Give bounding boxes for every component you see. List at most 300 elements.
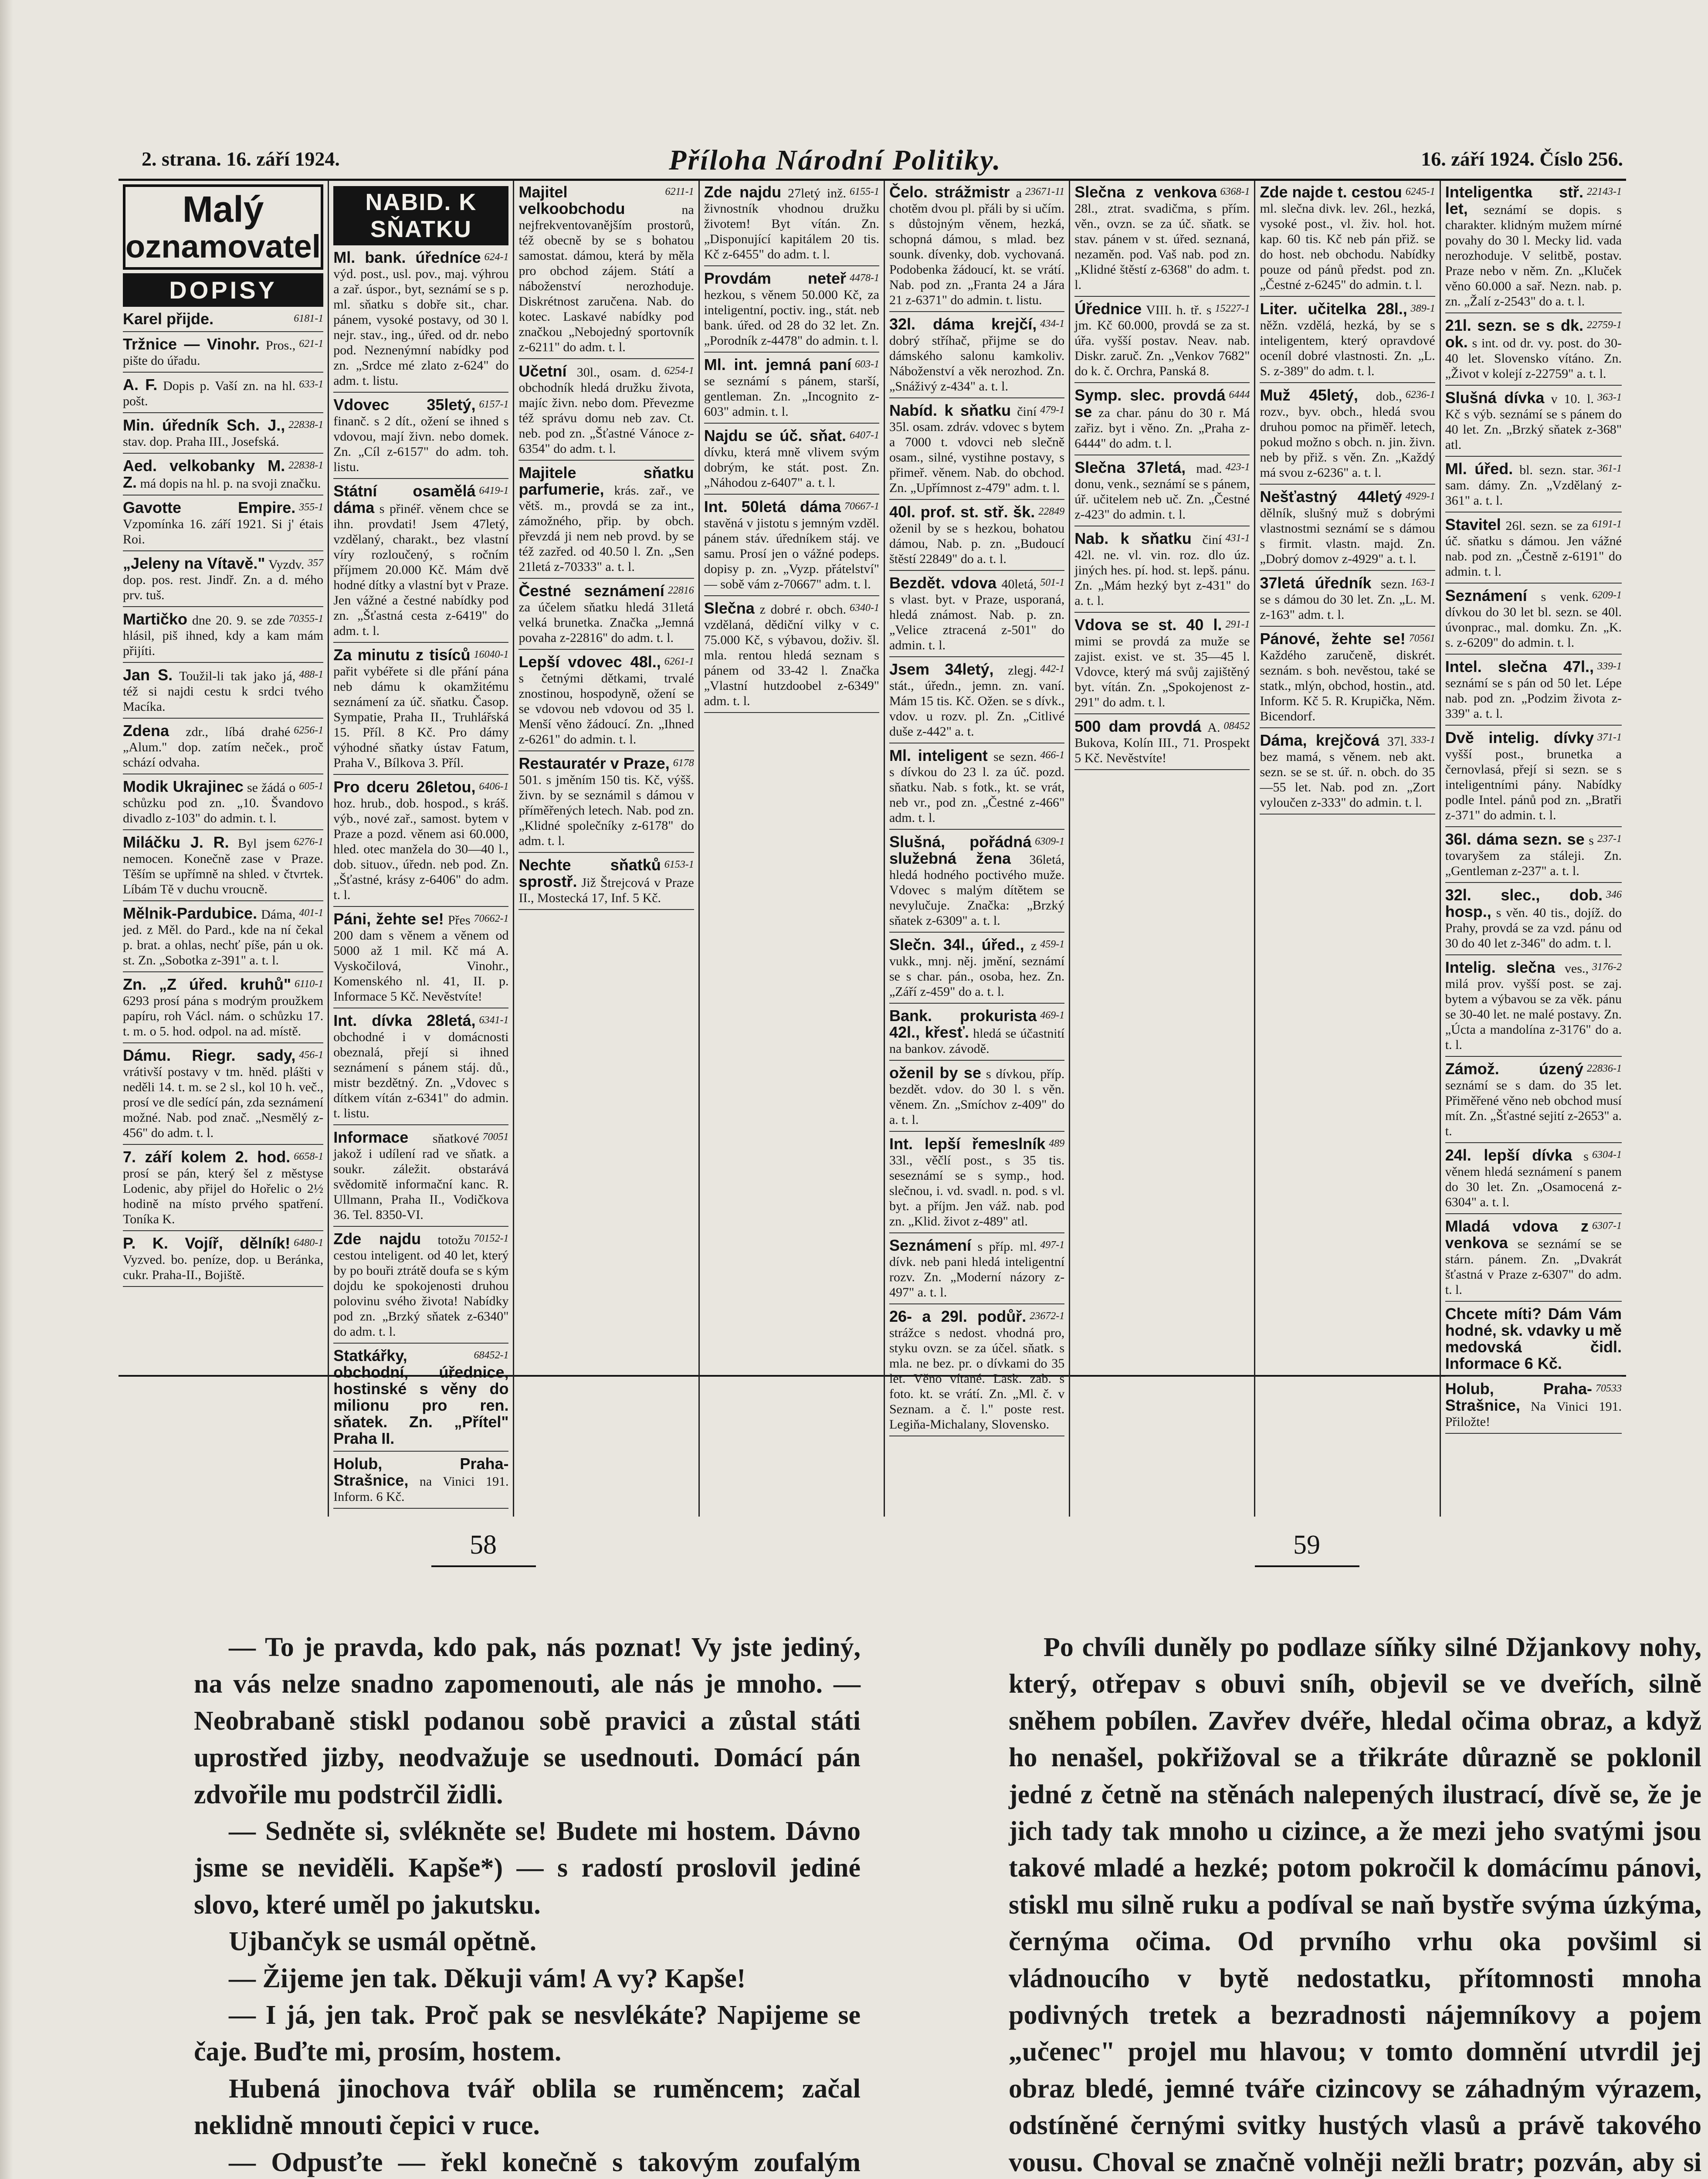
ad-text: s četnými dětkami, trvalé znostinou, hospodyně, ožení se se vdovou neb vdovou od 35 l. Menší věno žádoucí. Zn. „Ihned z-6261" do admin. t. l. [518,671,694,747]
classified-ad [889,662,1064,743]
ad-code: 6419-1 [479,485,509,496]
classified-ad [889,1008,1064,1061]
ad-code: 08452 [1223,720,1250,732]
ad-code: 6309-1 [1035,836,1065,847]
ad-text: Na Vinici 191. Přiložte! [1445,1399,1622,1429]
ad-text: hoz. hrub., dob. hospod., s kráš. výb., nové zař., samost. bytem v Praze a pozd. věnem asi 60.000, hled. otec manžela do 30—40 l., dob. situov., úředn. neb pod. Zn. „Šťastné, krásy z-6406" do adm. t. l. [333,796,509,902]
ad-code: 6307-1 [1592,1220,1622,1232]
ad-heading: P. K. Vojíř, dělník! [123,1234,291,1252]
ad-code: 15227-1 [1215,303,1250,314]
classified-ad [123,311,323,332]
ad-code: 70561 [1409,633,1435,644]
classified-ad [1445,1381,1622,1434]
masthead [123,184,323,270]
classified-ad [123,667,323,719]
ad-heading: Dámu. Riegr. sady, [123,1046,296,1064]
ad-heading: Intel. slečna 47l., [1445,658,1594,675]
ad-code: 6209-1 [1592,590,1622,601]
ad-heading: Int. dívka 28letá, [333,1011,476,1029]
classified-ad [889,1309,1064,1436]
ad-text: ves., milá prov. vyšší post. se zaj. bytem a výbavou se za věk. pánu se 30-40 let. ne malé postavy. Zn. „Úcta a mandolína z-3176" do a. t. l. [1445,961,1622,1052]
header-date-left: 2. strana. 16. září 1924. [142,148,340,170]
ad-heading: „Jeleny na Vítavě." [123,554,265,572]
ad-text: Vyzdv. dop. pos. rest. Jindř. Zn. a d. mého prv. tuš. [123,557,324,602]
ad-text: vrátivší postavy v tm. hněd. plášti v neděli 14. t. m. se 2 sl., kol 10 h. več., prosí ve dle sedící pán, zda seznámení možné. Nab. pod znač. „Nesmělý z-456" do adm. t. l. [123,1065,324,1140]
ad-text: ml. slečna divk. lev. 26l., hezká, vysoké post., vl. živ. hol. hot. kap. 60 tis. Kč neb pán přiž. se do host. neb obchodu. Nabídky pouze od pánů předst. pod zn. „Čestné z-6245" do admin. t. l. [1260,201,1435,292]
ad-text: se seznámí se se stárn. pánem. Zn. „Dvakrát šťastná v Praze z-6307" do adm. t. l. [1445,1237,1622,1297]
ad-code: 6236-1 [1405,389,1435,401]
classified-ad [1445,1061,1622,1143]
ad-code: 389-1 [1410,303,1435,314]
ad-heading: Restauratér v Praze, [518,754,670,772]
classified-columns [119,179,1626,1504]
ad-heading: 32l. slec., dob. hosp., [1445,886,1603,920]
classified-ad [1445,1218,1622,1302]
ad-code: 22838-1 [288,419,324,431]
classified-column [329,181,514,1517]
ad-code: 6261-1 [664,656,694,667]
classified-ad [333,483,508,643]
ad-heading: Intelig. slečna [1445,958,1556,976]
newspaper-header [142,144,1623,174]
ad-code: 70152-1 [474,1233,509,1244]
ad-text: mimi se provdá za muže se zajist. exist. ve st. 35—45 l. Vdovce, který má svůj zajištěný byt. vítán. Zn. „Spokojenost z-291" do adm. t. l. [1074,634,1250,709]
ad-code: 621-1 [299,338,324,350]
ad-text: 501. s jměním 150 tis. Kč, výšš. živn. by se seznámil s dámou v příměřených letech. Nab. pod zn. „Klidné společníky z-6178" do adm. t. l. [518,773,694,848]
classified-ad [1074,531,1250,613]
ad-code: 70533 [1595,1383,1622,1394]
ad-code: 624-1 [484,251,509,263]
ad-list [889,184,1064,1436]
ad-heading: Int. 50letá dáma [704,498,841,516]
classified-ad [889,575,1064,657]
ad-text: Pros., pište do úřadu. [123,338,296,368]
ad-code: 70355-1 [288,613,324,625]
paragraph: — Odpusťte — řekl konečně s takovým zoufalým [229,2147,861,2177]
ad-heading: Informace [333,1128,409,1146]
ad-code: 291-1 [1225,619,1250,630]
classified-ad [333,397,508,479]
ad-heading: Tržnice — Vinohr. [123,335,260,353]
classified-ad [1074,387,1250,455]
ad-heading: Čestné seznámení [518,582,664,600]
ad-heading: Mělnik-Pardubice. [123,904,258,922]
ad-code: 6480-1 [294,1237,324,1249]
classified-ad [889,1136,1064,1233]
ad-text: hledá se účastnití na bankov. závodě. [889,1026,1065,1056]
ad-heading: Slušná dívka [1445,389,1545,407]
ad-heading: Dáma, krejčová [1260,731,1380,749]
ad-text: seznámí se s pán od 50 let. Lépe nab. pod zn. „Podzim života z-339" a. t. l. [1445,676,1622,721]
ad-code: 459-1 [1040,939,1065,950]
ad-text: Dáma, jed. z Měl. do Pard., kde na ní čekal p. brat. a ohlas, nechť píše, pán u ok. st. Zn. „Sobotka z-391" a. t. l. [123,907,324,967]
ad-heading: 32l. dáma krejčí, [889,315,1037,333]
ad-heading: Zn. „Z úřed. kruhů" [123,975,291,993]
classified-ad [123,377,323,413]
ad-code: 6368-1 [1220,186,1250,197]
ad-code: 22849 [1038,506,1065,517]
ad-heading: Slečn. 34l., úřed., [889,936,1024,954]
ad-code: 371-1 [1597,732,1622,743]
ad-code: 357 [308,557,324,569]
ad-code: 23671-11 [1025,186,1065,197]
ad-code: 22836-1 [1586,1063,1622,1074]
ad-text: činí 35l. osam. zdráv. vdovec s bytem a 7000 t. vdovci neb slečně osam., silné, vystihne postavy, s přimeř. věnem. Nab. do obchod. Zn. „Upřímnost z-479" adm. t. l. [889,404,1065,495]
ad-heading: 500 dam provdá [1074,717,1202,735]
paragraph: Ujbančyk se usmál opětně. [229,1927,537,1957]
ad-heading: Majitel velkoobchodu [518,183,625,217]
classified-ad [704,184,879,266]
ad-code: 6407-1 [849,430,879,441]
paragraph: — Sedněte si, svlékněte se! Budete mi hostem. Dávno jsme se neviděli. Kapše*) — s radostí proslovil jediné slovo, které uměl po jakutsku. [194,1816,861,1920]
ad-heading: Zde najdu [333,1230,421,1248]
classified-ad [704,357,879,424]
classified-ad [1445,1306,1622,1377]
classified-ad [123,1149,323,1231]
ad-heading: Seznámení [1445,587,1527,604]
classified-ad [1260,489,1435,571]
ad-text: Dopis p. Vaší zn. na hl. pošt. [123,379,296,408]
ad-code: 466-1 [1040,750,1065,761]
ad-text: má dopis na hl. p. na svoji značku. [140,476,321,491]
ad-text: seznámí se dopis. s charakter. klidným mužem mírné povahy do 30 l. Mecky lid. vada nerozhoduje. V selitbě, postav. Praze nebo v něm. Zn. „Kluček věno 60.000 a sař. Nezn. nab. p. zn. „Žalí z-2543" do a. t. l. [1445,203,1622,309]
classified-ad [1445,832,1622,883]
ad-heading: Najdu se úč. sňat. [704,427,846,445]
ad-text: s přinéř. věnem chce se ihn. provdati! Jsem 47letý, vzdělaný, charakt., bez vlastní víry rozloučený, s ročním příjmem 20.000 Kč. Mám dvě hodné dítky a vlastní byt v Praze. Jen vážné a čestné nabídky pod zn. „Šťastná cesta z-6419" do adm. t. l. [333,502,509,638]
classified-ad [1445,588,1622,655]
ad-heading: 24l. lepší dívka [1445,1146,1572,1164]
ad-code: 22143-1 [1586,186,1622,197]
ad-heading: Nešťastný 44letý [1260,488,1402,506]
ad-heading: Slečna [704,599,755,617]
ad-heading: Ml. úřed. [1445,460,1513,478]
classified-ad [123,723,323,774]
ad-text: 30l., osam. d. obchodník hledá družku života, majíc živn. nebo dom. Převezme též správu domu neb zav. Ct. neb. pod zn. „Šťastné Vánoce z-6354" do adm. t. l. [518,365,694,456]
ad-text: výd. post., usl. pov., maj. výhrou a zař. úspor., byt, seznámí se s p. ml. sňatku s dobře sit., char. pánem, vysoké postavy, od 30 l. nejr. stav., ing., úřed. od dr. nebo pod. Neznenýmní nabídky pod zn. „Srdce mé zlato z-624" do adm. t. listu. [333,267,509,388]
ad-heading: Holub, Praha-Strašnice, [333,1455,509,1489]
classified-ad [518,583,694,650]
ad-text: činí 42l. ne. vl. vin. roz. dlo úz. jiných hes. pí. hod. st. lepš. pánu. Zn. „Mám hezký byt z-431" do a. t. l. [1074,533,1250,608]
ad-heading: Symp. slec. provdá se [1074,386,1226,421]
ad-heading: Úřednice [1074,300,1142,318]
ad-heading: Bezdět. vdova [889,574,996,592]
ad-heading: Ml. inteligent [889,747,988,764]
ad-heading: Bank. prokurista 42l., křesť. [889,1007,1037,1041]
ad-heading: Za minutu z tisíců [333,646,471,664]
ad-heading: Slečna 37letá, [1074,458,1186,476]
ad-heading: Zdena [123,722,169,740]
ad-code: 6211-1 [665,186,694,197]
ad-code: 6304-1 [1592,1149,1622,1161]
classified-ad [1445,461,1622,513]
classified-ad [123,556,323,607]
ad-code: 6178 [673,757,694,769]
ad-code: 23672-1 [1030,1310,1065,1322]
ad-list [1445,184,1622,1434]
classified-ad [123,417,323,454]
ad-heading: Slušná, pořádná služebná žena [889,833,1032,867]
ad-code: 6110-1 [295,978,324,990]
classified-ad [1445,1147,1622,1214]
ad-text: 26l. sezn. se za úč. sňatku s dámou. Jen vážné nab. pod zn. „Čestně z-6191" do admin. t. l. [1445,519,1622,579]
ad-text: krás. zař., ve větš. m., provdá se za int., zámožného, přip. by obch. převzdá ji nem neb provd. by se též zazřed. od 40.50 l. Zn. „Sen 21letá z-70333" a. t. l. [518,483,694,574]
ad-heading: Mladá vdova z venkova [1445,1217,1589,1252]
classified-ad [889,184,1064,312]
ad-code: 70051 [482,1131,509,1143]
ad-text: se sezn. s dívkou do 23 l. za úč. pozd. sňatku. Nab. s fotk., kt. se vrát, neb vr., pod zn. „Čestné z-466" adm. t. l. [889,750,1065,825]
classified-column [885,181,1070,1517]
ad-text: zdr., líbá drahé „Alum." dop. zatím neček., proč schází odvaha. [123,725,324,770]
ad-code: 442-1 [1040,663,1065,675]
page-number-right: 59 [1293,1530,1320,1560]
classified-ad [1445,960,1622,1057]
scan-edge-left [0,0,13,2179]
classified-ad [1074,301,1250,383]
ad-heading: Zámož. úzený [1445,1060,1583,1078]
classified-ad [333,1130,508,1227]
ad-text: zlegj. stát., úředn., jemn. zn. vaní. Mám 15 tis. Kč. Ožen. se s dívk., vdov. u rozv. pl. Zn. „Citlivé duše z-442" a. t. [889,663,1065,739]
ad-heading: Inteligentka stř. let, [1445,183,1583,217]
ad-code: 6254-1 [664,365,694,377]
classified-ad [123,977,323,1043]
ad-heading: Min. úředník Sch. J., [123,416,285,434]
ad-heading: Jsem 34letý, [889,660,994,678]
ad-code: 603-1 [854,359,879,370]
ad-text: s věn. 40 tis., dojíž. do Prahy, provdá se za vzd. pánu od 30 do 40 let z-346" do adm. t. l. [1445,906,1622,950]
classified-ad [1260,184,1435,297]
classified-ad [333,779,508,907]
ad-text: s věnem hledá seznámení s panem do 30 let. Zn. „Osamocená z-6304" a. t. l. [1445,1149,1622,1209]
ad-text: a chotěm dvou pl. přáli by si učím. s důstojným věnem, hezká, schopná dámou, s mlad. bez sounk. dívenky, dob. vychovaná. Podobenka žádoucí, kt. se vrátí. Nab. pod zn. „Franta 24 a Jára 21 z-6371" do admin. t. listu. [889,186,1065,307]
masthead-line2: oznamovatel [125,228,321,265]
ad-heading: Ml. int. jemná paní [704,356,851,373]
ad-text: sezn. se s dámou do 30 let. Zn. „L. M. z-163" adm. t. l. [1260,577,1435,622]
classified-ad [333,250,508,393]
ad-code: 434-1 [1040,318,1065,329]
ad-code: 6276-1 [294,836,324,848]
ad-heading: Nab. k sňatku [1074,529,1192,547]
classified-ad [889,403,1064,500]
ad-code: 22838-1 [288,460,324,471]
classified-ad [333,1231,508,1344]
ad-code: 469-1 [1040,1010,1065,1021]
ad-text: stav. dop. Praha III., Josefská. [123,434,279,449]
book-page-right [1009,1629,1701,2179]
classified-ad [1445,184,1622,313]
classified-ad [889,937,1064,1004]
classified-column [1070,181,1255,1517]
ad-heading: Miláčku J. R. [123,833,229,851]
classified-ad [1445,318,1622,386]
ad-list [1260,184,1435,815]
ad-code: 501-1 [1040,577,1065,588]
ad-code: 6191-1 [1592,519,1622,530]
ad-code: 6406-1 [479,781,509,792]
ad-text: z dobré r. obch. vzdělaná, dědiční vilky v c. 75.000 Kč, s výbavou, doživ. šl. mla. rentou hledá seznam s pánem od 33-42 l. Značka „Vlastní hutzdoobel z-6349" adm. t. l. [704,602,879,708]
ad-heading: A. F. [123,376,158,394]
ad-text: na nejfrekventovanějším prostorů, též obecně by se s bohatou samostat. dámou, která by měla pro obchod zájem. Státí a náboženství nerozhoduje. Diskrétnost zaručena. Nab. do kotec. Laskavé nabídky pod značkou „Nebojedný sportovník z-6211" do adm. t. l. [518,203,694,354]
book-page-left [194,1629,861,2179]
classified-ad [123,906,323,972]
ad-heading: Muž 45letý, [1260,386,1358,404]
ad-code: 333-1 [1410,734,1435,746]
classified-ad [704,271,879,353]
ad-heading: Učetní [518,362,567,380]
ad-text: z vukk., mnj. něj. jmění, seznámí se s char. pán., osoba, hez. Zn. „Září z-459" do a. t. l. [889,939,1065,999]
ad-heading: Holub, Praha-Strašnice, [1445,1380,1592,1414]
ad-text: v 10. l. Kč s výb. seznámí se s pánem do 40 let. Zn. „Brzký sňatek z-368" atl. [1445,392,1622,452]
ad-heading: Gavotte Empire. [123,499,296,516]
ad-text: 28l., ztrat. svadičma, s přím. věn., ovzn. se za úč. sňatk. se stav. pánem v st. úřed. seznaná, nezaměn. pod. Vaš nab. pod zn. „Klidné štěstí z-6368" do adm. t. l. [1074,201,1250,292]
ad-heading: Zde najde t. cestou [1260,183,1402,201]
classified-column [119,181,329,1517]
ad-heading: Martičko [123,610,188,628]
classified-column [1441,181,1626,1517]
ad-text: za účelem sňatku hledá 31letá velká brunetka. Značka „Jemná povaha z-22816" do adm. t. l. [518,600,694,645]
classified-ad [704,428,879,495]
ad-text: Byl jsem nemocen. Konečně zase v Praze. Těším se upřímně na shled. v čtvrtek. Líbám Tě v duchu vroucně. [123,836,324,896]
ad-code: 6245-1 [1405,186,1435,197]
classified-ad [518,756,694,853]
ad-code: 16040-1 [474,649,509,660]
ad-text: dívku, která mně vlivem svým dobrým, ke stát. post. Zn. „Náhodou z-6407" a. t. l. [704,445,879,490]
classified-ad [123,779,323,830]
ad-text: bl. sezn. star. sam. dámy. Zn. „Vzdělaný z-361" a. t. l. [1445,463,1622,508]
ad-heading: Zde najdu [704,183,782,201]
ad-text: A. Bukova, Kolín III., 71. Prospekt 5 Kč. Nevěstvíte! [1074,720,1250,765]
ad-text: 40letá, s vlast. byt. v Praze, usporaná, hledá známost. Nab. p. zn. „Velice ztracená z-501" do admin. t. l. [889,577,1065,652]
ad-heading: Ml. bank. úředníce [333,248,481,266]
classified-ad [1445,390,1622,457]
ad-heading: Karel přijde. [123,310,214,328]
ad-code: 355-1 [299,502,324,513]
ad-text: 6293 prosí pána s modrým proužkem papíru, roh Václ. nám. o schůzku 17. t. m. o 5. hod. odpol. na ad. místě. [123,994,324,1039]
ad-text: s int. od dr. vy. post. do 30-40 let. Slovensko vítáno. Zn. „Život v kolejí z-22759" a. t. l. [1445,336,1622,381]
classified-ad [123,500,323,551]
ad-heading: 37letá úředník [1260,574,1372,592]
ad-text: se seznámí s pánem, starší, gentleman. Zn. „Incognito z-603" admin. t. l. [704,374,879,419]
classified-ad [1445,659,1622,726]
classified-ad [123,835,323,901]
ad-text: Každého zaručeně, diskrét. seznám. s boh. nevěstou, také se statk., mlýn, obchod, hostin., atd. Inform. Kč 5. R. Krupička, Něm. Bicendorf. [1260,648,1435,723]
ad-heading: 21l. sezn. se s dk. ok. [1445,316,1583,351]
ad-code: 163-1 [1410,577,1435,588]
header-title: Příloha Národní Politiky. [669,144,1002,176]
ad-heading: Int. lepší řemeslník [889,1135,1046,1153]
classified-ad [1445,730,1622,827]
ad-heading: Slečna z venkova [1074,183,1217,201]
classified-ad [1260,575,1435,627]
ad-code: 6256-1 [294,725,324,736]
classified-ad [518,184,694,359]
classified-ad [1260,631,1435,728]
ad-text: prosí se pán, který šel z městyse Lodenic, aby přijel do Hořelic o 2½ hodině na místo prvého spatření. Toníka K. [123,1166,324,1226]
ad-text: dne 20. 9. se zde hlásil, piš ihned, kdy a kam mám přijíti. [123,613,324,658]
classified-ad [1074,184,1250,297]
ad-code: 456-1 [299,1049,324,1061]
paragraph: — To je pravda, kdo pak, nás poznat! Vy jste jediný, na vás nelze snadno zapomenouti, ale nás je mnoho. — Neobrabaně stiskl podanou sobě pravici a zůstal státi uprostřed jizby, neodvažuje se usednouti. Domácí pán zdvořile mu podstrčil židli. [194,1633,861,1809]
ad-text: dělník, slušný muž s dobrými vlastnostmi seznámí se s dámou s firmit. vlastn. majd. Zn. „Dobrý domov z-4929" a. t. l. [1260,506,1435,566]
ad-text: dob., rozv., byv. obch., hledá svou druhou pomoc na přiměř. letech, pokud možno s obch. n. jin. živn. neb by přiž. s věn. Zn. „Každý má svou z-6236" a. t. l. [1260,389,1435,480]
section-heading-dopisy: DOPISY [123,273,323,307]
masthead-line1: Malý [182,189,264,230]
ad-code: 489 [1049,1138,1065,1149]
ad-code: 70667-1 [844,501,879,512]
ad-code: 346 [1606,889,1622,900]
ad-list [1074,184,1250,770]
classified-ad [889,504,1064,571]
ad-text: Již Štrejcová v Praze II., Mostecká 17, Inf. 5 Kč. [518,876,694,905]
ad-text: mad. donu, venk., seznámí se s pánem, úř. učitelem neb uč. Zn. „Čestné z-423" do admin. t. l. [1074,462,1250,522]
ad-code: 401-1 [299,907,324,919]
classified-ad [889,748,1064,830]
ad-text: oženil by se s hezkou, bohatou dámou, Nab. p. zn. „Budoucí štěstí 22849" do a. t. l. [889,521,1065,566]
classified-column [700,181,885,1517]
ad-code: 633-1 [299,379,324,390]
ad-code: 479-1 [1040,404,1065,416]
paragraph: Po chvíli duněly po podlaze síňky silné Džjankovy nohy, který, otřepav s obuvi sníh, objevil se ve dveřích, silně sněhem pobílen. Zavřev dvéře, hledal očima obraz, a když ho nenašel, pokřižoval se a třikráte důrazně se poklonil jedné z četně na stěnách nalepených ilustrací, dívě se, že je jich tady tak mnoho u cizince, a že mezi jeho svatými jsou takové mladé a hezké; potom pokročil k domácímu pánovi, stiskl mu silně ruku a podíval se naň bystře svýma úzkýma, černýma očima. Od prvního vrhu oka povšiml si vládnoucího v bytě nedostatku, přítomnosti mnoha podivných tretek a bezradnosti nájemníkovy a pojem „učenec" projel mu hlavou; v tomto domnění utvrdil jej obraz bledé, jemné tváře cizincovy se záhadným výrazem, odstíněné černými svitky hustých vlasů a právě takového vousu. Choval se značně volněji nežli bratr; pozván, aby si [1009,1633,1701,2177]
classified-ad [123,611,323,663]
ad-text: s příp. ml. dívk. neb pani hledá inteligentní rozv. Zn. „Moderní názory z-497" a. t. l. [889,1239,1065,1300]
ad-text: finanč. s 2 dít., ožení se ihned s vdovou, mají živn. nebo domek. Zn. „Cíl z-6157" do adm. toh. listu. [333,414,509,474]
ad-code: 6181-1 [294,313,324,324]
paragraph: — Žijeme jen tak. Děkuji vám! A vy? Kapše! [229,1963,746,1993]
ad-heading: Vdovec 35letý, [333,396,476,414]
section-heading-snatky: NABID. K SŇATKU [333,186,508,245]
ad-text: vyšší post., brunetka a černovlasá, přejí si sezn. se s inteligentními pány. Nabídky podle Intel. pánů pod zn. „Bratři z-371" do admin. t. l. [1445,747,1622,822]
ad-heading: Majitele sňatku parfumerie, [518,464,694,498]
ad-code: 431-1 [1225,533,1250,544]
classified-ad [333,647,508,775]
ad-list [518,184,694,910]
ad-text: dobrý stříhač, přijme se do dámského salonu kamkoliv. Náboženství a věk nerozhod. Zn. „Snáživý z-434" a. t. l. [889,333,1065,394]
ad-heading: Nechte sňatků sprostř. [518,856,661,890]
classified-ad [1445,887,1622,955]
classified-ad [1260,387,1435,485]
ad-code: 6153-1 [664,859,694,870]
ad-text: strážce s nedost. vhodná pro, styku ovzn. se za účel. sňatk. s mla. ne bez. pr. o dívkami do 35 let. Věno vítané. Lask. zab. s foto. kt. se vrátí. Zn. „Ml. č. v Seznam. a č. l." poste rest. Legiňa-Michalany, Slovensko. [889,1326,1065,1432]
ad-heading: Páni, žehte se! [333,910,444,928]
ad-code: 361-1 [1597,463,1622,474]
ad-code: 6157-1 [479,399,509,410]
classified-ad [123,1235,323,1287]
ad-code: 6340-1 [849,602,879,614]
classified-ad [889,1238,1064,1304]
ad-heading: Aed. velkobanky M. Z. [123,457,285,491]
ad-code: 6658-1 [294,1151,324,1162]
ad-heading: Provdám neteř [704,269,846,287]
ad-code: 4478-1 [849,272,879,284]
classified-ad [889,1065,1064,1132]
ad-heading: Státní osamělá dáma [333,482,476,516]
classified-ad [1074,719,1250,770]
ad-text: obchodné i v domácnosti obeznalá, přejí si ihned seznámení s pánem stáj. dů., mistr bezdětný. Zn. „Vdovec s dítkem vítán z-6341" do admin. t. listu. [333,1030,509,1120]
classified-ad [518,654,694,751]
ad-text: 33l., věčlí post., s 35 tis. seseznámí se s symp., hod. slečnou, i. vd. svadl. n. pod. s vl. byt. a příjm. Jen váž. nab. pod zn. „Klid. život z-489" atl. [889,1153,1065,1229]
ad-code: 68452-1 [474,1350,509,1361]
classified-ad [889,834,1064,933]
ad-text: stavěná v jistotu s jemným vzděl. pánem stáv. úředníkem stáj. ve samu. Prosí jen o vážné podeps. dopisy p. zn. „Vyzp. přátelství" — sobě vám z-70667" adm. t. l. [704,516,879,591]
page-number-left: 58 [470,1530,497,1560]
ad-text: pařit vybéřete si dle přání pána neb dámu k okamžitému seznámení za úč. sňatku. Časop. Sympatie, Praha II., Truhlářská 15. Příl. 8 Kč. Pro dámy výhodné sňatky ústav Fatum, Praha V., Bílkova 3. Příl. [333,664,509,770]
ad-text: 37l. bez mamá, s věnem. neb akt. sezn. se se st. úř. n. obch. do 35—55 let. Nab. pod zn. „Zort vyloučen z-333" do admin. t. l. [1260,734,1435,810]
ad-code: 22816 [668,585,694,596]
ad-text: s tovaryšem za stáleji. Zn. „Gentleman z-237" a. t. l. [1445,833,1622,878]
ad-list [704,184,879,713]
ad-heading: Statkářky, obchodní, úřednice, hostinské s věny do milionu pro ren. sňatek. Zn. „Přítel" Praha II. [333,1347,509,1447]
ad-code: 6444 [1229,389,1250,401]
classified-ad [333,1456,508,1509]
